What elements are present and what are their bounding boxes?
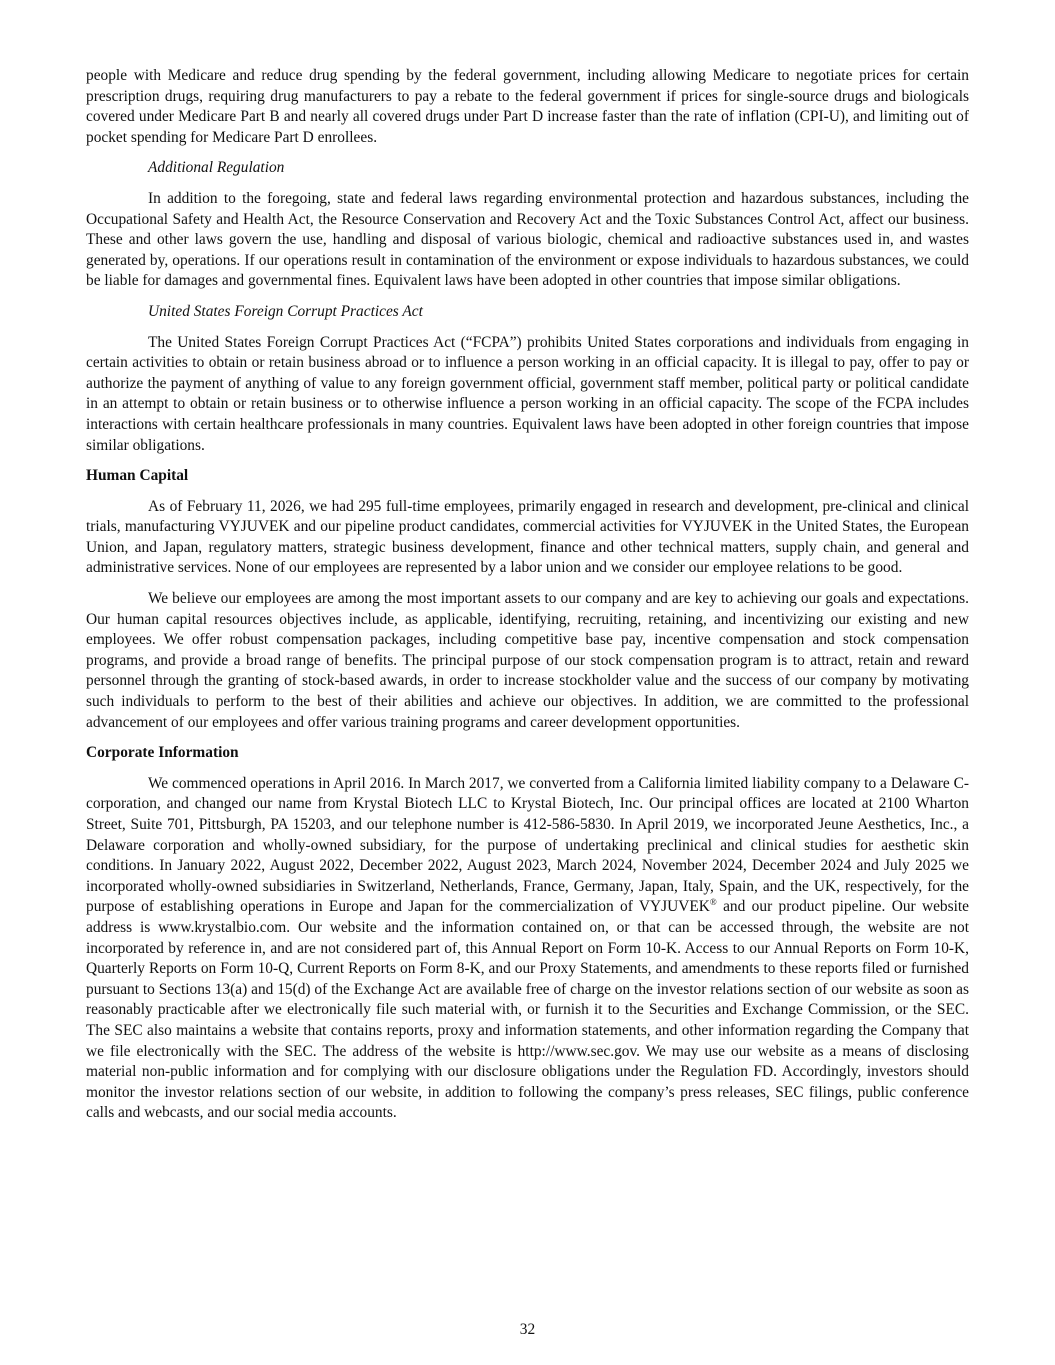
fcpa-heading: United States Foreign Corrupt Practices Act [148,302,423,320]
additional-regulation-heading: Additional Regulation [148,159,285,177]
human-capital-heading: Human Capital [86,467,189,485]
corporate-information-paragraph [86,774,969,1124]
registered-trademark-mark: ® [709,897,717,908]
human-capital-paragraph-2: We believe our employees are among the most important assets to our company and are key to achieving our goals and expectations. Our human capital resources objectives include, as applicable, identifying, recruiting, retaining, and incentivizing our existing and new employees. We offer robust compensation packages, including competitive base pay, incentive compensation and stock compensation programs, and provide a broad range of benefits. The principal purpose of our stock compensation program is to attract, retain and reward personnel through the granting of stock-based awards, in order to increase stockholder value and the success of our company by motivating such individuals to perform to the best of their abilities and achieve our objectives. In addition, we are committed to the professional advancement of our employees and offer various training programs and career development opportunities. [86,590,969,731]
corporate-information-text-part2: and our product pipeline. Our website address is www.krystalbio.com. Our website and the information contained on, or that can be accessed through, the website are not incorporated by reference in, and are not considered part of, this Annual Report on Form 10-K. Access to our Annual Reports on Form 10-K, Quarterly Reports on Form 10-Q, Current Reports on Form 8-K, and our Proxy Statements, and amendments to these reports filed or furnished pursuant to Sections 13(a) and 15(d) of the Exchange Act are available free of charge on the investor relations section of our website as soon as reasonably practicable after we electronically file such material with, or furnish it to the Securities and Exchange Commission, or the SEC. The SEC also maintains a website that contains reports, proxy and information statements, and other information regarding the Company that we file electronically with the SEC. The address of the website is http://www.sec.gov. We may use our website as a means of disclosing material non-public information and for complying with our disclosure obligations under the Regulation FD. Accordingly, investors should monitor the investor relations section of our website, in addition to following the company’s press releases, SEC filings, public conference calls and webcasts, and our social media accounts. [86,898,970,1122]
human-capital-paragraph-1: As of February 11, 2026, we had 295 full-time employees, primarily engaged in research and development, pre-clinical and clinical trials, manufacturing VYJUVEK and our pipeline product candidates, commercial activities for VYJUVEK in the United States, the European Union, and Japan, regulatory matters, strategic business development, finance and other technical matters, supply chain, and general and administrative services. None of our employees are represented by a labor union and we consider our employee relations to be good. [86,497,969,577]
corporate-information-heading: Corporate Information [86,744,239,762]
page-number: 32 [519,1321,536,1338]
document-page [86,66,969,1134]
medicare-paragraph: people with Medicare and reduce drug spending by the federal government, including allowing Medicare to negotiate prices for certain prescription drugs, requiring drug manufacturers to pay a rebate to the federal government if prices for single-source drugs and biologicals covered under Medicare Part B and nearly all covered drugs under Part D increase faster than the rate of inflation (CPI-U), and limiting out of pocket spending for Medicare Part D enrollees. [86,67,969,146]
additional-regulation-paragraph: In addition to the foregoing, state and federal laws regarding environmental protection and hazardous substances, including the Occupational Safety and Health Act, the Resource Conservation and Recovery Act and the Toxic Substances Control Act, affect our business. These and other laws govern the use, handling and disposal of various biologic, chemical and radioactive substances used in, and wastes generated by, operations. If our operations result in contamination of the environment or expose individuals to hazardous substances, we could be liable for damages and governmental fines. Equivalent laws have been adopted in other countries that impose similar obligations. [86,189,969,290]
fcpa-paragraph: The United States Foreign Corrupt Practices Act (“FCPA”) prohibits United States corporations and individuals from engaging in certain activities to obtain or retain business abroad or to influence a person working in an official capacity. It is illegal to pay, offer to pay or authorize the payment of anything of value to any foreign government official, government staff member, political party or political candidate in an attempt to obtain or retain business or to otherwise influence a person working in an official capacity. The scope of the FCPA includes interactions with certain healthcare professionals in many countries. Equivalent laws have been adopted in other foreign countries that impose similar obligations. [86,333,969,454]
corporate-information-text-part1: We commenced operations in April 2016. In March 2017, we converted from a California limited liability company to a Delaware C-corporation, and changed our name from Krystal Biotech LLC to Krystal Biotech, Inc. Our principal offices are located at 2100 Wharton Street, Suite 701, Pittsburgh, PA 15203, and our telephone number is 412-586-5830. In April 2019, we incorporated Jeune Aesthetics, Inc., a Delaware corporation and wholly-owned subsidiary, for the purpose of undertaking preclinical and clinical studies for aesthetic skin conditions. In January 2022, August 2022, December 2022, August 2023, March 2024, November 2024, December 2024 and July 2025 we incorporated wholly-owned subsidiaries in Switzerland, Netherlands, France, Germany, Japan, Italy, Spain, and the UK, respectively, for the purpose of establishing operations in Europe and Japan for the commercialization of VYJUVEK [86,774,969,916]
